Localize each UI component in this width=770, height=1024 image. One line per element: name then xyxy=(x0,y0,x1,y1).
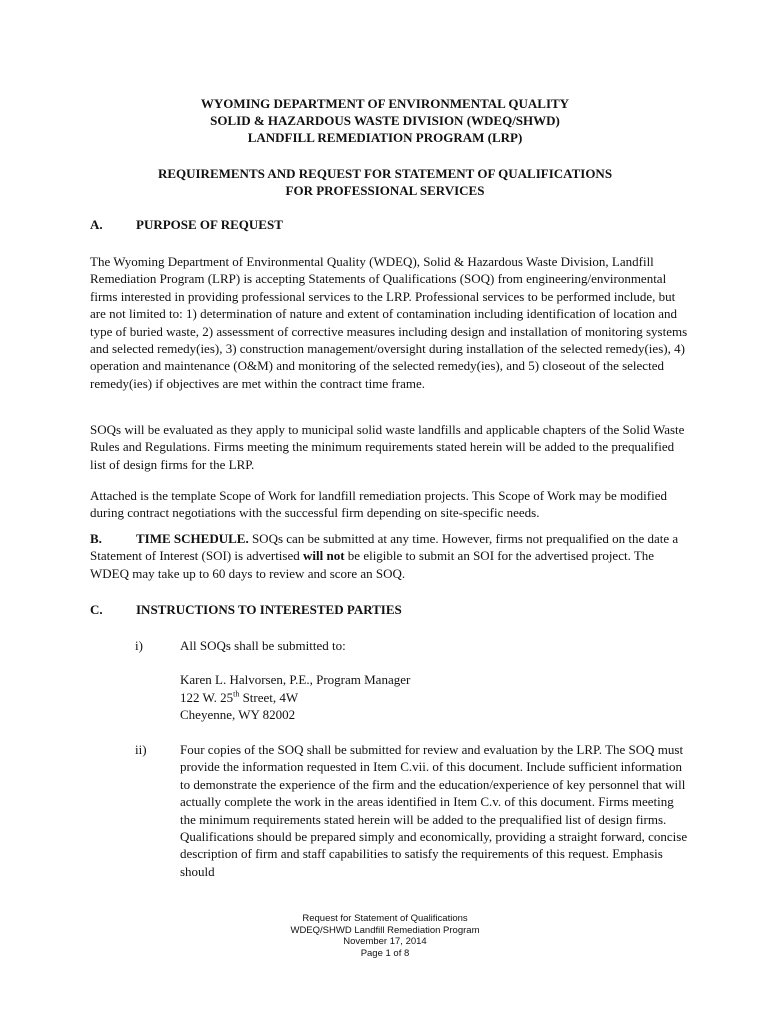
section-a-paragraph-3: Attached is the template Scope of Work for landfill remediation projects. This Scope of Work may be modified during contract negotiations with the successful firm depending on site-specific needs. xyxy=(90,488,667,521)
header-line-3: LANDFILL REMEDIATION PROGRAM (LRP) xyxy=(247,130,523,145)
section-b-emphasis: will not xyxy=(303,548,345,564)
item-ii-number: ii) xyxy=(135,742,147,757)
header-line-1: WYOMING DEPARTMENT OF ENVIRONMENTAL QUALITY xyxy=(200,96,570,111)
section-c-title: INSTRUCTIONS TO INTERESTED PARTIES xyxy=(136,602,402,617)
section-c-letter: C. xyxy=(90,602,103,617)
address-street-number: 122 W. 25 xyxy=(180,689,234,705)
header-line-2: SOLID & HAZARDOUS WASTE DIVISION (WDEQ/SHWD) xyxy=(210,113,560,128)
page-footer xyxy=(0,913,770,959)
address-street-name: Street, 4W xyxy=(239,689,299,705)
section-a-title: PURPOSE OF REQUEST xyxy=(136,217,283,232)
section-b-letter: B. xyxy=(90,531,102,546)
footer-line-1: Request for Statement of Qualifications xyxy=(302,913,468,924)
item-ii-text: Four copies of the SOQ shall be submitted for review and evaluation by the LRP. The SOQ must provide the information requested in Item C.vii. of this document. Include sufficient information to demonstrate the experience of the firm and the education/experience of key personnel that will actually complete the work in the areas identified in Item C.v. of this document. Firms meeting the minimum requirements stated herein will be added to the prequalified list of design firms. Qualifications should be prepared simply and economically, providing a straight forward, concise description of firm and staff capabilities to satisfy the requirements of this request. Emphasis should xyxy=(180,742,688,879)
section-a-paragraph-1: The Wyoming Department of Environmental Quality (WDEQ), Solid & Hazardous Waste Division, Landfill Remediation Program (LRP) is accepting Statements of Qualifications (SOQ) from engineering/environmental firms interested in providing professional services to the LRP. Professional services to be performed include, but are not limited to: 1) determination of nature and extent of contamination including identification of location and type of buried waste, 2) assessment of corrective measures including design and installation of monitoring systems and selected remedy(ies), 3) construction management/oversight during installation of the selected remedy(ies), 4) operation and maintenance (O&M) and monitoring of the selected remedy(ies), and 5) closeout of the selected remedy(ies) if objectives are met within the contract time frame. xyxy=(90,254,688,391)
agency-header xyxy=(0,95,770,146)
address-name: Karen L. Halvorsen, P.E., Program Manager xyxy=(180,672,411,687)
section-b-text-2: be eligible to submit an SOI for the advertised project. The WDEQ may take up to 60 days to review and score an SOQ. xyxy=(90,548,655,581)
section-a-letter: A. xyxy=(90,217,103,232)
address-street xyxy=(180,689,410,707)
section-a-paragraph-2: SOQs will be evaluated as they apply to municipal solid waste landfills and applicable chapters of the Solid Waste Rules and Regulations. Firms meeting the minimum requirements stated herein will be added to the prequalified list of design firms for the LRP. xyxy=(90,422,685,472)
section-c-heading xyxy=(90,601,402,618)
section-b-text-1: SOQs can be submitted at any time. However, firms not prequalified on the date a Statement of Interest (SOI) is advertised xyxy=(90,531,679,564)
section-b-title: TIME SCHEDULE. xyxy=(136,531,249,546)
item-i-text: All SOQs shall be submitted to: xyxy=(180,638,346,653)
address-city: Cheyenne, WY 82002 xyxy=(180,707,296,723)
title-line-1: REQUIREMENTS AND REQUEST FOR STATEMENT OF QUALIFICATIONS xyxy=(157,166,613,181)
section-a-heading xyxy=(90,216,283,233)
footer-page-number: Page 1 of 8 xyxy=(360,947,410,959)
section-b-paragraph xyxy=(90,530,688,582)
document-title xyxy=(0,165,770,199)
title-line-2: FOR PROFESSIONAL SERVICES xyxy=(285,183,485,198)
footer-line-2: WDEQ/SHWD Landfill Remediation Program xyxy=(290,924,480,936)
item-ii-number-wrap xyxy=(135,741,180,758)
address-street-suffix: th xyxy=(233,689,240,699)
footer-date: November 17, 2014 xyxy=(343,936,427,947)
item-i-number: i) xyxy=(135,638,143,653)
item-i xyxy=(135,637,346,654)
mailing-address xyxy=(180,671,410,724)
